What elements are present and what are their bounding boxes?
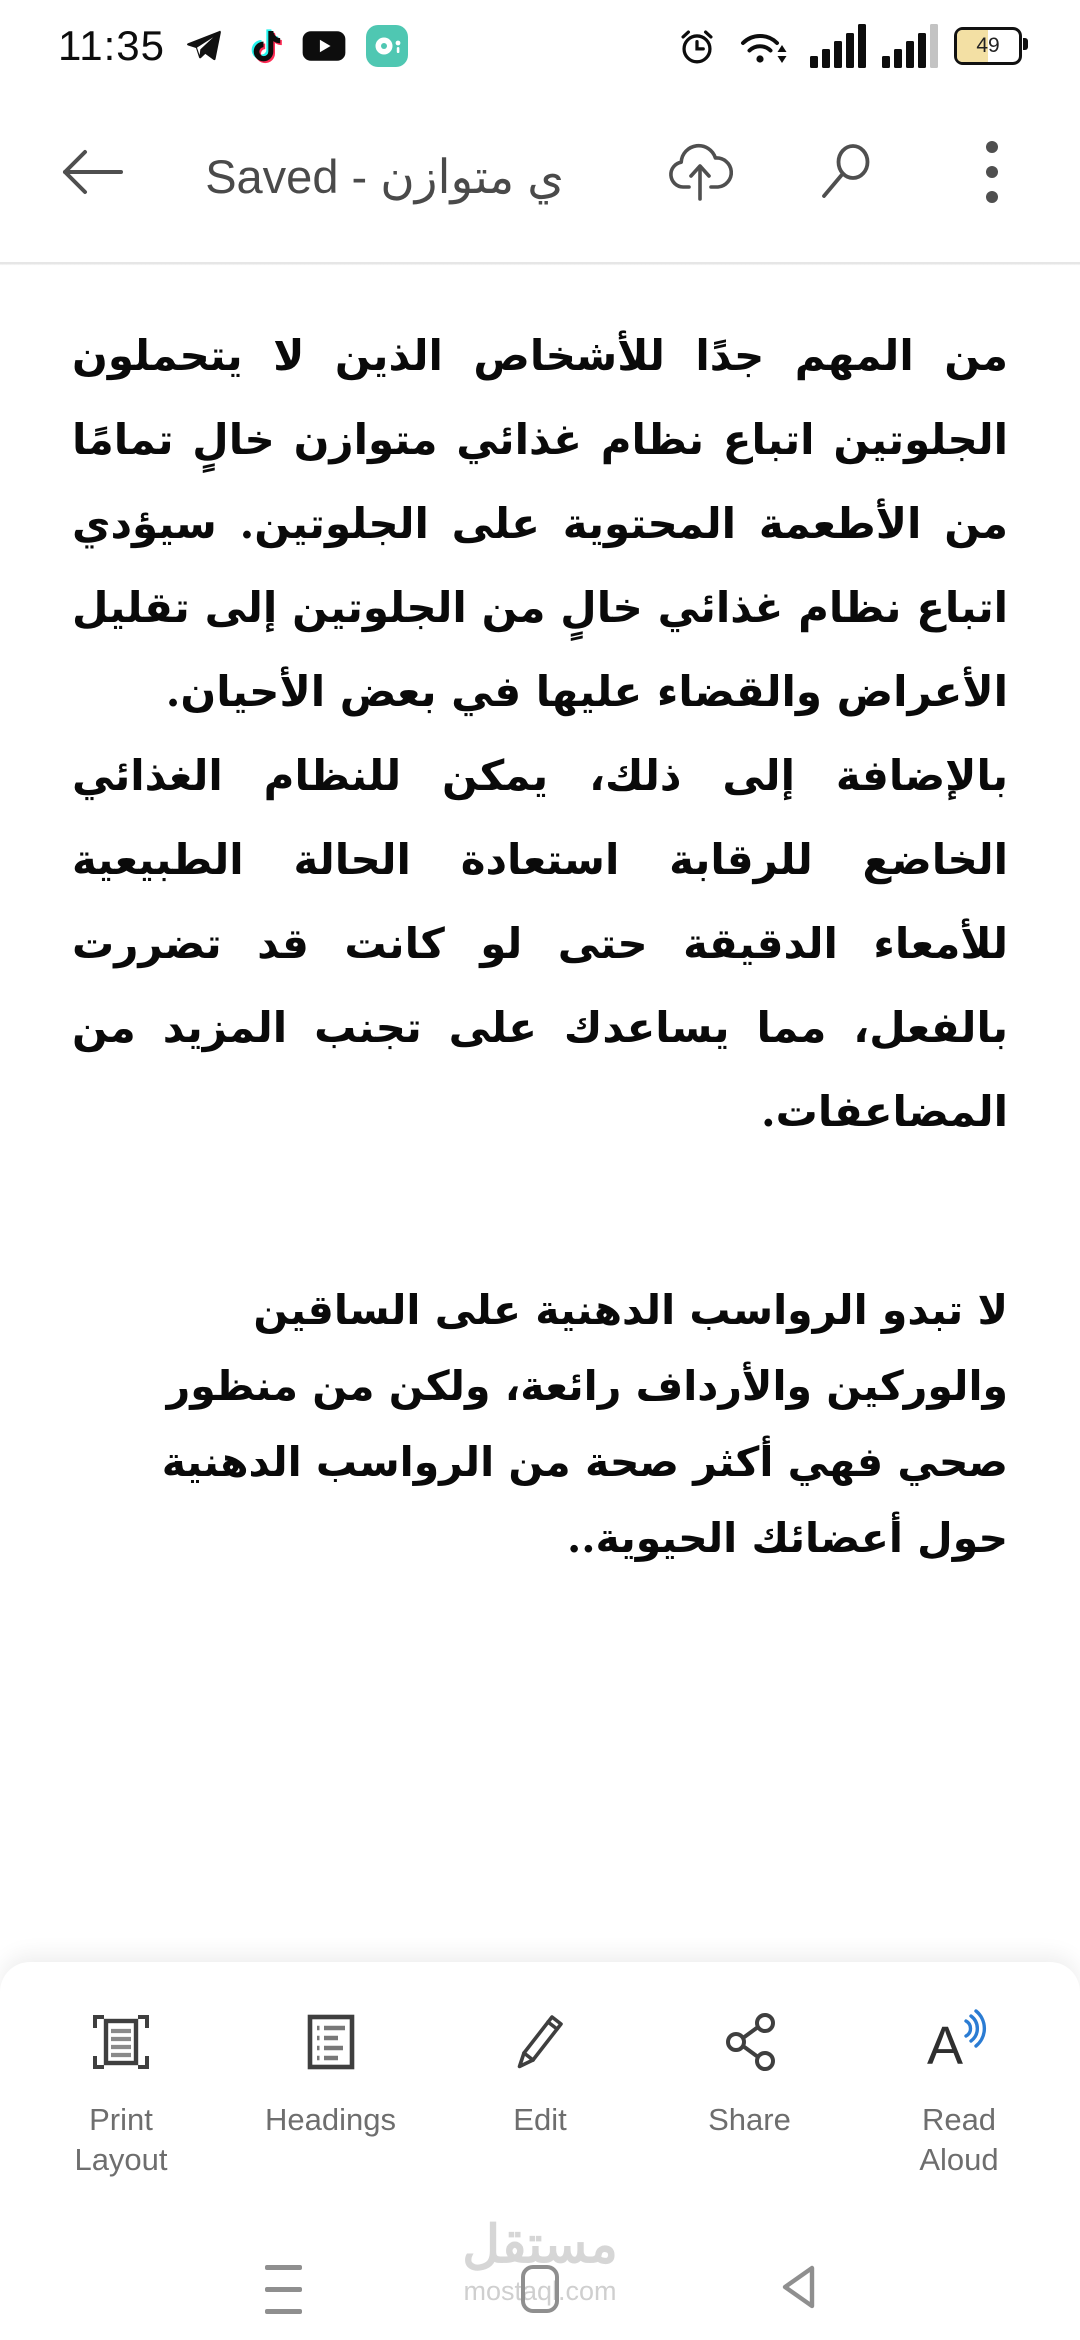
recents-icon: [265, 2265, 302, 2314]
tiktok-icon: [243, 26, 283, 66]
share-icon: [714, 2002, 786, 2082]
read-aloud-button[interactable]: [884, 2002, 1034, 2180]
upload-button[interactable]: [658, 132, 742, 216]
youtube-icon: [301, 26, 347, 66]
cloud-upload-icon: [663, 135, 737, 214]
nav-back-button[interactable]: [753, 2244, 843, 2334]
recents-button[interactable]: [238, 2244, 328, 2334]
battery-percent: 49: [976, 34, 1000, 57]
navigation-bar: [0, 2238, 1080, 2340]
app-bar: [0, 92, 1080, 262]
teal-messenger-app-icon: [365, 24, 409, 68]
document-title: ي متوازن - Saved: [205, 150, 564, 203]
clock-time: 11:35: [58, 22, 165, 69]
print-layout-button[interactable]: [46, 2002, 196, 2180]
search-icon: [814, 140, 878, 209]
edit-button[interactable]: [465, 2002, 615, 2140]
svg-text:A: A: [927, 2016, 964, 2076]
battery-nub: [1023, 38, 1028, 50]
toolbar-item-label: Print Layout: [74, 2102, 168, 2177]
headings-button[interactable]: [256, 2002, 406, 2140]
document-paragraph: من المهم جدًا للأشخاص الذين لا يتحملون الجلوتين اتباع نظام غذائي متوازن خالٍ تمامًا من الأطعمة المحتوية على الجلوتين. سيؤدي اتباع نظام غذائي خالٍ من الجلوتين إلى تقليل الأعراض والقضاء عليها في بعض الأحيان.: [72, 331, 1008, 716]
home-icon: [521, 2265, 559, 2313]
back-button[interactable]: [52, 134, 132, 214]
edit-pencil-icon: [504, 2002, 576, 2082]
wifi-icon: [736, 23, 794, 69]
more-options-button[interactable]: [950, 132, 1034, 216]
toolbar-item-label: Read Aloud: [919, 2102, 999, 2177]
status-bar: [0, 0, 1080, 92]
signal2-strength-icon: [882, 24, 938, 68]
telegram-icon: [183, 25, 225, 67]
kebab-menu-icon: [983, 137, 1001, 212]
document-paragraph: لا تبدو الرواسب الدهنية على الساقين والوركين والأرداف رائعة، ولكن من منظور صحي فهي أكثر صحة من الرواسب الدهنية حول أعضائك الحيوية..: [161, 1286, 1008, 1562]
headings-icon: [295, 2002, 367, 2082]
read-aloud-icon: [919, 2002, 999, 2082]
watermark-logo: مستقل: [462, 2216, 618, 2274]
toolbar-item-label: Edit: [513, 2102, 567, 2137]
alarm-icon: [674, 23, 720, 69]
toolbar-item-label: Share: [708, 2102, 791, 2137]
document-canvas[interactable]: [0, 284, 1080, 1960]
toolbar-item-label: Headings: [265, 2102, 396, 2137]
document-paragraph: بالإضافة إلى ذلك، يمكن للنظام الغذائي الخاضع للرقابة استعادة الحالة الطبيعية للأمعاء الدقيقة حتى لو كانت قد تضررت بالفعل، مما يساعدك على تجنب المزيد من المضاعفات.: [72, 751, 1008, 1136]
nav-back-icon: [776, 2261, 820, 2318]
print-layout-icon: [85, 2002, 157, 2082]
signal-strength-icon: [810, 24, 866, 68]
battery-icon: [954, 27, 1022, 65]
watermark-site: mostaql.com: [463, 2276, 617, 2306]
share-button[interactable]: [675, 2002, 825, 2140]
search-button[interactable]: [804, 132, 888, 216]
home-button[interactable]: [495, 2244, 585, 2334]
back-arrow-icon: [59, 146, 125, 203]
